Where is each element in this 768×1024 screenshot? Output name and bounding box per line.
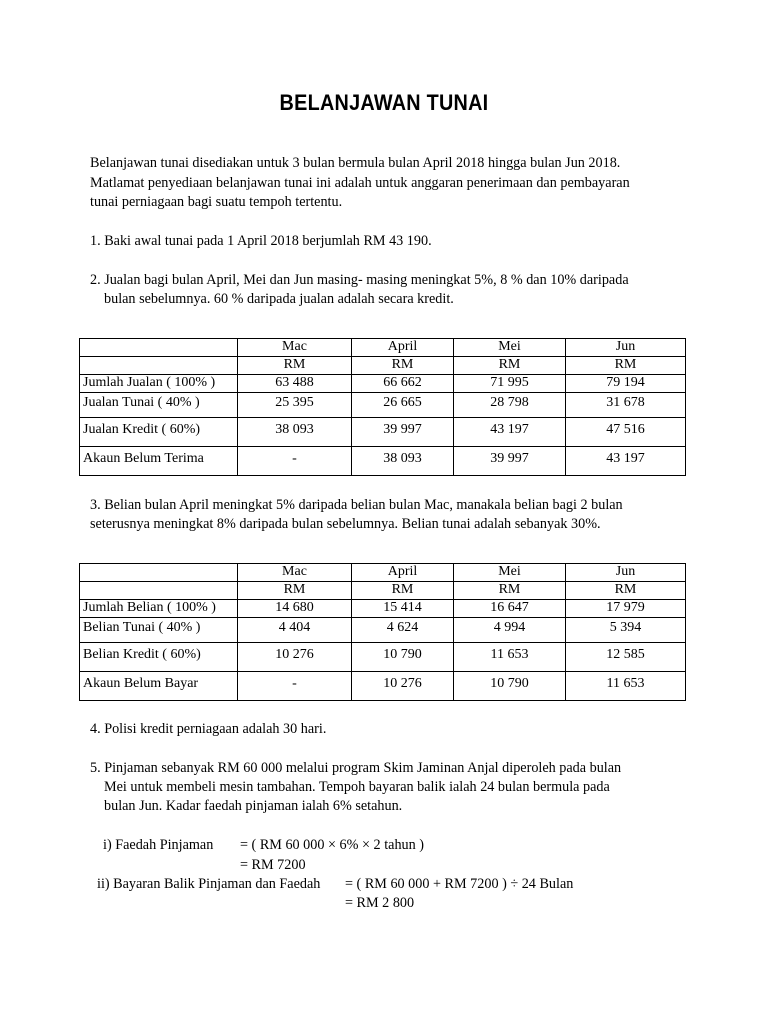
row-label: Jumlah Belian ( 100% ): [80, 600, 238, 618]
table-cell: 31 678: [566, 393, 686, 418]
table-cell: 16 647: [454, 600, 566, 618]
table-cell: -: [238, 447, 352, 476]
table-cell: 26 665: [352, 393, 454, 418]
table-row: [80, 672, 686, 701]
page-title: BELANJAWAN TUNAI: [279, 90, 489, 115]
month-header: Mac: [238, 564, 352, 582]
unit-header: RM: [238, 357, 352, 375]
unit-header: RM: [352, 357, 454, 375]
table-cell: 10 790: [352, 643, 454, 672]
table-cell: 43 197: [566, 447, 686, 476]
table-cell: 11 653: [566, 672, 686, 701]
month-header: Jun: [566, 564, 686, 582]
purchase-table: [79, 563, 686, 701]
table-cell: 71 995: [454, 375, 566, 393]
header-blank: [80, 339, 238, 357]
unit-blank: [80, 357, 238, 375]
table-cell: 25 395: [238, 393, 352, 418]
table-cell: 39 997: [454, 447, 566, 476]
table-cell: 17 979: [566, 600, 686, 618]
item-5-line-2: Mei untuk membeli mesin tambahan. Tempoh bayaran balik ialah 24 bulan bermula pada: [104, 779, 610, 795]
header-blank: [80, 564, 238, 582]
intro-line-2: Matlamat penyediaan belanjawan tunai ini adalah untuk anggaran penerimaan dan pembayaran: [90, 175, 630, 191]
row-label: Jualan Tunai ( 40% ): [80, 393, 238, 418]
month-header: Mei: [454, 564, 566, 582]
unit-blank: [80, 582, 238, 600]
item-4: 4. Polisi kredit perniagaan adalah 30 hari.: [90, 721, 327, 737]
calc-i-label: i) Faedah Pinjaman: [103, 837, 214, 853]
item-3-line-1: 3. Belian bulan April meningkat 5% daripada belian bulan Mac, manakala belian bagi 2 bulan: [90, 497, 623, 513]
table-cell: 10 276: [238, 643, 352, 672]
month-header: April: [352, 339, 454, 357]
calc-ii-equation: = ( RM 60 000 + RM 7200 ) ÷ 24 Bulan: [345, 876, 574, 892]
unit-header: RM: [238, 582, 352, 600]
item-1: 1. Baki awal tunai pada 1 April 2018 berjumlah RM 43 190.: [90, 233, 432, 249]
table-row: [80, 643, 686, 672]
unit-header: RM: [454, 582, 566, 600]
row-label: Jumlah Jualan ( 100% ): [80, 375, 238, 393]
table-cell: 63 488: [238, 375, 352, 393]
unit-header: RM: [454, 357, 566, 375]
table-row: [80, 600, 686, 618]
unit-header: RM: [352, 582, 454, 600]
row-label: Jualan Kredit ( 60%): [80, 418, 238, 447]
sales-table: [79, 338, 686, 476]
month-header: Jun: [566, 339, 686, 357]
table-cell: 79 194: [566, 375, 686, 393]
item-5-line-3: bulan Jun. Kadar faedah pinjaman ialah 6% setahun.: [104, 798, 403, 814]
row-label: Belian Kredit ( 60%): [80, 643, 238, 672]
row-label: Akaun Belum Terima: [80, 447, 238, 476]
row-label: Akaun Belum Bayar: [80, 672, 238, 701]
item-2-line-1: 2. Jualan bagi bulan April, Mei dan Jun masing- masing meningkat 5%, 8 % dan 10% daripada: [90, 272, 629, 288]
table-cell: 38 093: [352, 447, 454, 476]
table-cell: 4 624: [352, 618, 454, 643]
unit-header: RM: [566, 357, 686, 375]
table-cell: 38 093: [238, 418, 352, 447]
table-cell: 10 276: [352, 672, 454, 701]
table-row: [80, 447, 686, 476]
unit-header: RM: [566, 582, 686, 600]
table-row: [80, 618, 686, 643]
month-header: Mac: [238, 339, 352, 357]
calc-i-equation: = ( RM 60 000 × 6% × 2 tahun ): [240, 837, 424, 853]
table-cell: 12 585: [566, 643, 686, 672]
table-cell: 4 994: [454, 618, 566, 643]
table-cell: 10 790: [454, 672, 566, 701]
table-cell: 11 653: [454, 643, 566, 672]
table-cell: 14 680: [238, 600, 352, 618]
table-cell: 66 662: [352, 375, 454, 393]
table-row: [80, 375, 686, 393]
table-cell: 28 798: [454, 393, 566, 418]
table-cell: 39 997: [352, 418, 454, 447]
table-cell: 4 404: [238, 618, 352, 643]
calc-i-result: = RM 7200: [240, 857, 306, 873]
item-2-line-2: bulan sebelumnya. 60 % daripada jualan adalah secara kredit.: [104, 291, 454, 307]
table-cell: 43 197: [454, 418, 566, 447]
month-header: Mei: [454, 339, 566, 357]
calc-ii-result: = RM 2 800: [345, 895, 415, 911]
table-cell: -: [238, 672, 352, 701]
intro-line-3: tunai perniagaan bagi suatu tempoh tertentu.: [90, 194, 343, 210]
table-row: [80, 418, 686, 447]
row-label: Belian Tunai ( 40% ): [80, 618, 238, 643]
intro-line-1: Belanjawan tunai disediakan untuk 3 bulan bermula bulan April 2018 hingga bulan Jun 2018.: [90, 155, 621, 171]
table-row: [80, 393, 686, 418]
item-3-line-2: seterusnya meningkat 8% daripada bulan sebelumnya. Belian tunai adalah sebanyak 30%.: [90, 516, 601, 532]
calc-ii-label: ii) Bayaran Balik Pinjaman dan Faedah: [97, 876, 321, 892]
month-header: April: [352, 564, 454, 582]
table-cell: 47 516: [566, 418, 686, 447]
table-cell: 15 414: [352, 600, 454, 618]
table-cell: 5 394: [566, 618, 686, 643]
item-5-line-1: 5. Pinjaman sebanyak RM 60 000 melalui program Skim Jaminan Anjal diperoleh pada bulan: [90, 760, 622, 776]
